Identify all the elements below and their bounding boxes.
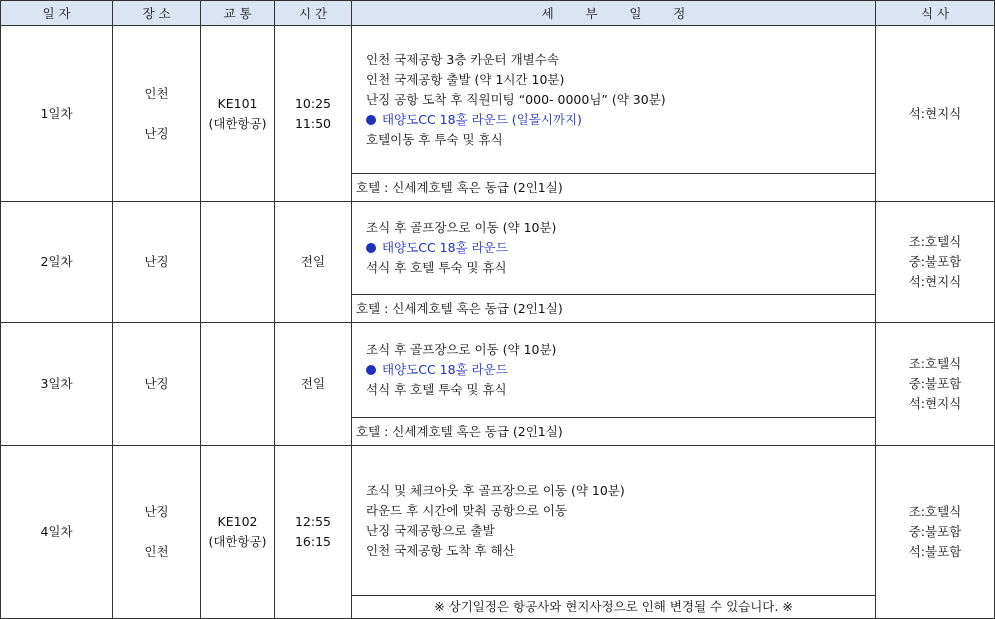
detail-line: 인천 국제공항 출발 (약 1시간 10분) <box>366 71 565 87</box>
airline-label: (대한항공) <box>208 534 267 549</box>
blue-dot-icon <box>366 243 376 253</box>
meal-label: 조:호텔식 <box>908 356 962 371</box>
meal-label: 석:현지식 <box>908 274 962 289</box>
day-label: 1일차 <box>40 105 73 121</box>
day-label: 4일차 <box>40 524 73 539</box>
time-cell <box>275 323 352 446</box>
meal-label: 조:호텔식 <box>908 234 962 249</box>
detail-line: 조식 후 골프장으로 이동 (약 10분) <box>366 342 557 357</box>
day-cell <box>1 323 113 446</box>
place-cell <box>113 446 201 619</box>
time-cell <box>275 446 352 619</box>
place-cell <box>113 323 201 446</box>
hotel-line: 호텔 : 신세계호텔 혹은 동급 (2인1실) <box>352 294 875 322</box>
day-cell <box>1 202 113 323</box>
meal-label: 중:불포함 <box>908 376 962 391</box>
place-label: 난징 <box>144 125 169 141</box>
hotel-line: 호텔 : 신세계호텔 혹은 동급 (2인1실) <box>352 417 875 445</box>
transport-cell <box>201 202 275 323</box>
meal-cell <box>876 446 995 619</box>
header-transport: 교 통 <box>201 1 275 26</box>
day-label: 2일차 <box>40 254 73 269</box>
time-label: 12:55 <box>294 514 332 529</box>
meal-label: 석:불포함 <box>908 544 962 559</box>
time-label: 10:25 <box>294 95 332 111</box>
detail-line: 조식 후 골프장으로 이동 (약 10분) <box>366 220 557 235</box>
time-cell <box>275 26 352 202</box>
meal-cell <box>876 26 995 202</box>
header-row <box>1 1 995 26</box>
day-label: 3일차 <box>40 376 73 391</box>
detail-line: 인천 국제공항 3층 카운터 개별수속 <box>366 51 559 67</box>
day-row-1 <box>1 26 995 202</box>
meal-label: 석:현지식 <box>908 105 962 121</box>
day-row-2 <box>1 202 995 323</box>
detail-line: 조식 및 체크아웃 후 골프장으로 이동 (약 10분) <box>366 482 625 498</box>
flight-number: KE101 <box>217 95 258 111</box>
transport-cell <box>201 446 275 619</box>
place-label: 난징 <box>144 254 169 269</box>
meal-label: 중:불포함 <box>908 254 962 269</box>
detail-line-highlight <box>366 110 861 130</box>
blue-dot-icon <box>366 115 376 125</box>
transport-cell <box>201 26 275 202</box>
detail-line: 라운드 후 시간에 맞춰 공항으로 이동 <box>366 502 567 518</box>
transport-cell <box>201 323 275 446</box>
place-label: 난징 <box>144 376 169 391</box>
detail-line: 석식 후 호텔 투숙 및 휴식 <box>366 260 507 275</box>
time-label: 전일 <box>300 376 326 391</box>
detail-cell <box>352 446 876 619</box>
place-label: 난징 <box>144 504 169 519</box>
detail-line: 석식 후 호텔 투숙 및 휴식 <box>366 382 507 397</box>
meal-label: 석:현지식 <box>908 396 962 411</box>
detail-line-highlight <box>366 360 861 380</box>
header-meal: 식 사 <box>876 1 995 26</box>
meal-cell <box>876 202 995 323</box>
detail-cell <box>352 202 876 323</box>
header-detail: 세 부 일 정 <box>352 1 876 26</box>
detail-cell <box>352 26 876 202</box>
detail-line: 난징 국제공항으로 출발 <box>366 522 495 538</box>
place-label: 인천 <box>144 544 169 559</box>
schedule-note: ※ 상기일정은 항공사와 현지사정으로 인해 변경될 수 있습니다. ※ <box>352 595 875 618</box>
hotel-line: 호텔 : 신세계호텔 혹은 동급 (2인1실) <box>352 173 875 201</box>
header-place: 장 소 <box>113 1 201 26</box>
meal-cell <box>876 323 995 446</box>
blue-dot-icon <box>366 365 376 375</box>
day-row-3 <box>1 323 995 446</box>
time-label: 11:50 <box>294 115 332 131</box>
airline-label: (대한항공) <box>208 115 267 131</box>
detail-cell <box>352 323 876 446</box>
header-time: 시 간 <box>275 1 352 26</box>
place-cell <box>113 202 201 323</box>
detail-line: 난징 공항 도착 후 직원미팅 “000- 0000님” (약 30분) <box>366 91 666 107</box>
detail-line: 호텔이동 후 투숙 및 휴식 <box>366 131 503 147</box>
detail-line: 인천 국제공항 도착 후 해산 <box>366 542 515 558</box>
highlight-text: 태양도CC 18홀 라운드 <box>382 362 508 377</box>
time-label: 16:15 <box>294 534 332 549</box>
place-label: 인천 <box>144 85 169 101</box>
time-label: 전일 <box>300 254 326 269</box>
meal-label: 중:불포함 <box>908 524 962 539</box>
flight-number: KE102 <box>217 514 258 529</box>
day-row-4 <box>1 446 995 619</box>
header-day: 일 자 <box>1 1 113 26</box>
highlight-text: 태양도CC 18홀 라운드 (일몰시까지) <box>382 111 582 127</box>
day-cell <box>1 446 113 619</box>
day-cell <box>1 26 113 202</box>
detail-line-highlight <box>366 238 861 258</box>
highlight-text: 태양도CC 18홀 라운드 <box>382 240 508 255</box>
time-cell <box>275 202 352 323</box>
meal-label: 조:호텔식 <box>908 504 962 519</box>
place-cell <box>113 26 201 202</box>
